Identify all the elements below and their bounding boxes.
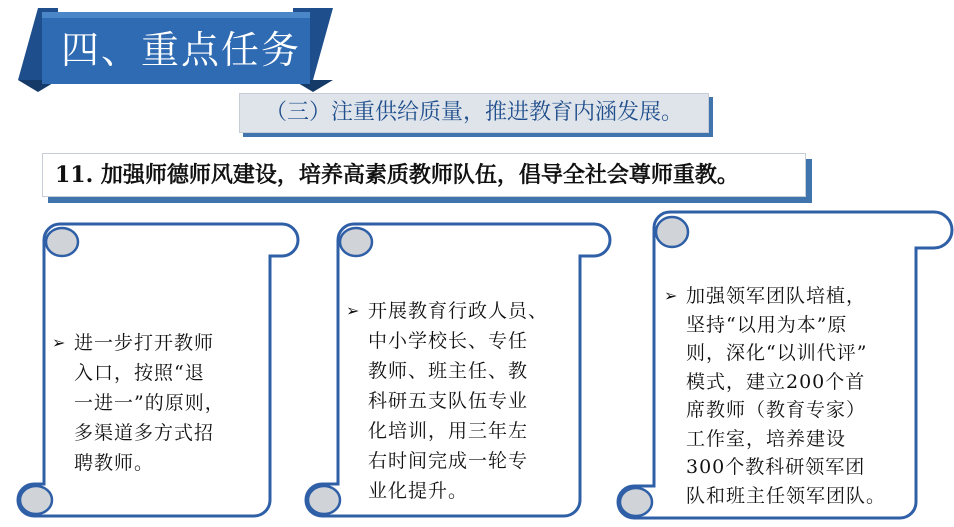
- section-banner: [18, 8, 333, 92]
- subsection-title: （三）注重供给质量，推进教育内涵发展。: [239, 93, 709, 133]
- scroll-line: 300个教科研领军团: [686, 456, 866, 478]
- banner-highlight: [42, 12, 310, 18]
- scroll-card-2: [300, 220, 614, 525]
- scroll-line: 聘教师。: [74, 452, 155, 474]
- scroll-line: 进一步打开教师: [74, 332, 215, 354]
- scroll-line: 开展教育行政人员、: [368, 300, 549, 322]
- scroll-card-3: [612, 208, 954, 527]
- section-title: 四、重点任务: [60, 28, 301, 72]
- scroll-line: 席教师（教育专家）: [686, 399, 867, 421]
- scroll-line: 一进一”的原则，: [74, 392, 225, 414]
- scroll-line: 模式，建立200个首: [686, 370, 866, 393]
- scroll-bottom-curl: [308, 486, 340, 514]
- task-heading: 11. 加强师德师风建设，培养高素质教师队伍，倡导全社会尊师重教。: [42, 153, 806, 197]
- arrow-bullet-icon: ➢: [664, 286, 679, 305]
- scroll-line: 中小学校长、专任: [368, 330, 529, 352]
- scroll-line: 科研五支队伍专业: [368, 390, 529, 412]
- scroll-line: 工作室，培养建设: [686, 427, 847, 450]
- scroll-top-curl: [340, 228, 372, 256]
- arrow-bullet-icon: ➢: [52, 333, 67, 352]
- scroll-line: 队和班主任领军团队。: [686, 484, 887, 507]
- scroll-bottom-curl: [20, 486, 52, 514]
- scroll-line: 坚持“以用为本”原: [686, 313, 848, 336]
- scroll-top-curl: [46, 228, 78, 256]
- scroll-line: 业化提升。: [368, 480, 469, 502]
- scroll-card-1: [12, 220, 304, 525]
- scroll-line: 加强领军团队培植，: [686, 285, 867, 307]
- scroll-line: 右时间完成一轮专: [368, 450, 529, 472]
- scroll-body: [346, 296, 588, 506]
- scroll-line: 教师、班主任、教: [368, 360, 529, 382]
- scroll-body: [52, 328, 274, 478]
- scroll-line: 则，深化“以训代评”: [686, 342, 868, 364]
- scroll-top-curl: [656, 217, 688, 247]
- arrow-bullet-icon: ➢: [346, 301, 361, 320]
- scroll-line: 化培训，用三年左: [368, 420, 529, 442]
- scroll-line: 多渠道多方式招: [74, 422, 215, 444]
- scroll-bottom-curl: [620, 488, 652, 516]
- scroll-body: [664, 282, 930, 510]
- scroll-line: 入口，按照“退: [74, 362, 205, 384]
